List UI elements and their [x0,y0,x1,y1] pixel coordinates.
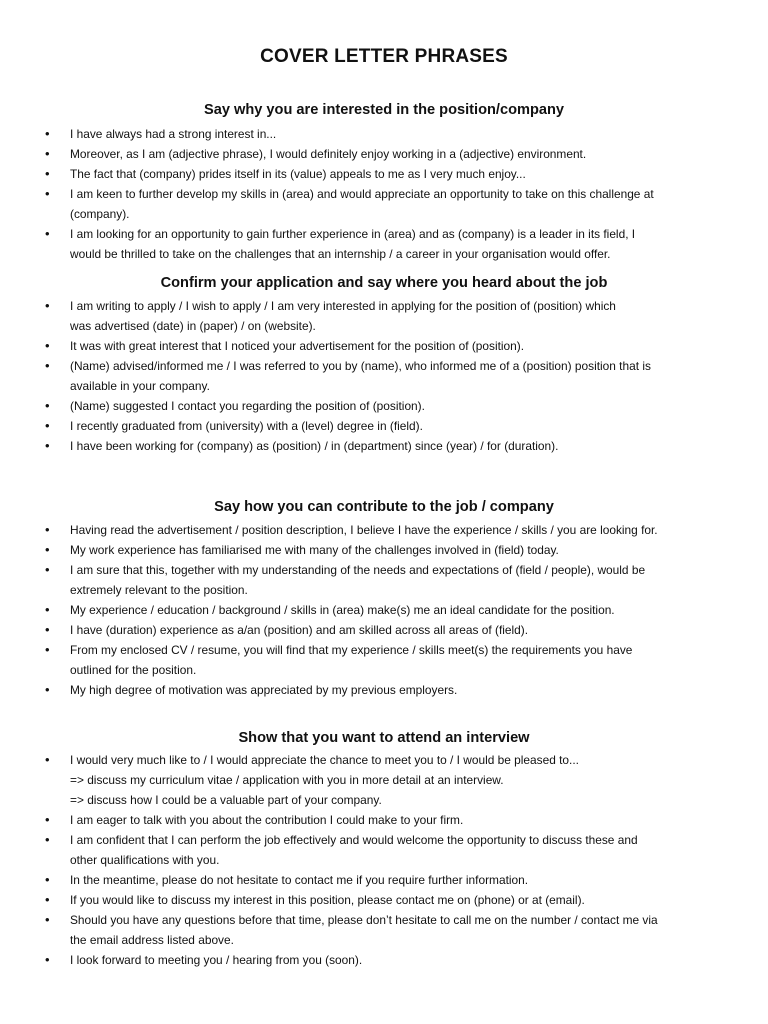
bullet-item [42,890,732,910]
bullet-text-line: • The fact that (company) prides itself in its (value) appeals to me as I very much enjoy... [70,167,526,181]
bullet-item [42,810,732,830]
bullet-list-interest [42,124,732,264]
bullet-text-line: • If you would like to discuss my interest in this position, please contact me on (phone) or at (email). [70,893,585,907]
bullet-text-line: would be thrilled to take on the challenges that an internship / a career in your organisation would offer. [70,247,611,261]
bullet-item [42,416,732,436]
bullet-text-line: available in your company. [70,379,210,393]
bullet-item [42,870,732,890]
bullet-item [42,124,732,144]
bullet-text-line: • I am keen to further develop my skills in (area) and would appreciate an opportunity to take on this challenge at [70,187,654,201]
bullet-text-line: • Moreover, as I am (adjective phrase), I would definitely enjoy working in a (adjective) environment. [70,147,587,161]
bullet-list-contribution [42,520,732,700]
bullet-text-line: was advertised (date) in (paper) / on (website). [70,319,316,333]
bullet-text-line: • My experience / education / background / skills in (area) make(s) me an ideal candidate for the position. [70,603,615,617]
bullet-item [42,620,732,640]
bullet-text-line: => discuss my curriculum vitae / application with you in more detail at an interview. [70,773,504,787]
bullet-item [42,830,732,870]
bullet-item [42,144,732,164]
bullet-item [42,950,732,970]
bullet-item [42,436,732,456]
bullet-item [42,560,732,600]
bullet-item [42,356,732,396]
bullet-text-line: • In the meantime, please do not hesitate to contact me if you require further information. [70,873,529,887]
bullet-text-line: • I am confident that I can perform the job effectively and would welcome the opportunity to discuss these and [70,833,638,847]
bullet-item [42,224,732,264]
section-heading-contribution: Say how you can contribute to the job / company [214,499,554,515]
bullet-text-line: • I have always had a strong interest in... [70,127,277,141]
bullet-list-application [42,296,732,456]
bullet-text-line: • Should you have any questions before that time, please don’t hesitate to call me on the number / contact me via [70,913,658,927]
bullet-text-line: • I am looking for an opportunity to gain further experience in (area) and as (company) is a leader in its field, I [70,227,636,241]
bullet-text-line: • Having read the advertisement / position description, I believe I have the experience / skills / you are looking for. [70,523,658,537]
bullet-text-line: • It was with great interest that I noticed your advertisement for the position of (position). [70,339,525,353]
bullet-text-line: • I have been working for (company) as (position) / in (department) since (year) / for (duration). [70,439,559,453]
bullet-text-line: • My high degree of motivation was appreciated by my previous employers. [70,683,458,697]
section-heading-interest: Say why you are interested in the position/company [203,102,565,118]
bullet-item [42,520,732,540]
bullet-item [42,336,732,356]
section-heading-application: Confirm your application and say where you heard about the job [160,275,608,291]
bullet-text-line: • I am sure that this, together with my understanding of the needs and expectations of (field / people), would be [70,563,646,577]
bullet-item [42,910,732,950]
bullet-text-line: • I am writing to apply / I wish to apply / I am very interested in applying for the position of (position) which [70,299,616,313]
bullet-text-line: • I am eager to talk with you about the contribution I could make to your firm. [70,813,464,827]
document-title: COVER LETTER PHRASES [260,46,508,67]
bullet-text-line: • My work experience has familiarised me with many of the challenges involved in (field) today. [70,543,559,557]
bullet-text-line: • I would very much like to / I would appreciate the chance to meet you to / I would be pleased to... [70,753,579,767]
bullet-text-line: => discuss how I could be a valuable part of your company. [70,793,382,807]
bullet-item [42,540,732,560]
bullet-list-interview [42,750,732,970]
bullet-text-line: outlined for the position. [70,663,197,677]
bullet-item [42,164,732,184]
bullet-text-line: the email address listed above. [70,933,234,947]
bullet-item [42,296,732,336]
bullet-text-line: other qualifications with you. [70,853,220,867]
bullet-text-line: (company). [70,207,130,221]
bullet-text-line: • I have (duration) experience as a/an (position) and am skilled across all areas of (field). [70,623,529,637]
bullet-item [42,640,732,680]
bullet-text-line: • From my enclosed CV / resume, you will find that my experience / skills meet(s) the requirements you have [70,643,633,657]
bullet-item [42,750,732,810]
bullet-text-line: • I recently graduated from (university) with a (level) degree in (field). [70,419,423,433]
section-heading-interview: Show that you want to attend an interview [238,730,530,746]
bullet-item [42,184,732,224]
bullet-text-line: • (Name) advised/informed me / I was referred to you by (name), who informed me of a (position) position that is [70,359,651,373]
bullet-text-line: extremely relevant to the position. [70,583,248,597]
bullet-text-line: • (Name) suggested I contact you regarding the position of (position). [70,399,425,413]
bullet-text-line: • I look forward to meeting you / hearing from you (soon). [70,953,363,967]
bullet-item [42,680,732,700]
bullet-item [42,396,732,416]
bullet-item [42,600,732,620]
